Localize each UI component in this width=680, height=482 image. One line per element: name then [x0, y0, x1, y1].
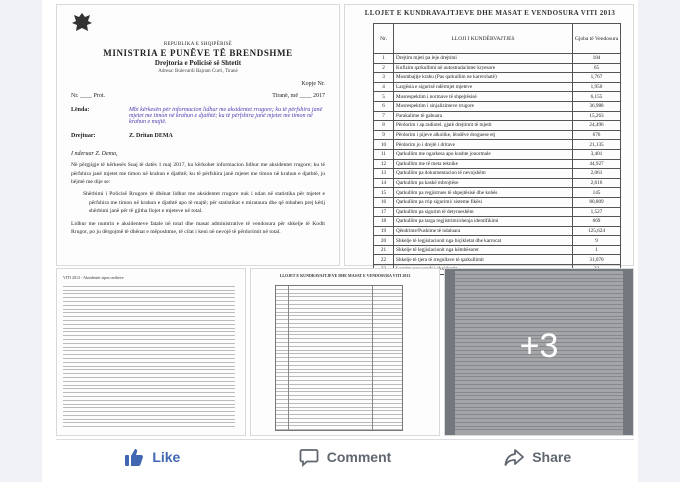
fine-count: 44,927 — [573, 159, 621, 169]
table-row — [374, 236, 621, 246]
row-number: 21 — [374, 245, 394, 255]
row-number: 16 — [374, 197, 394, 207]
table-row — [374, 149, 621, 159]
letter-subject-label: Lënda: — [71, 107, 90, 114]
thumb-title: LLOJET E KUNDRAVAJTJEVE DHE MASAT E VENDOSURA VITI 2013 — [279, 273, 411, 278]
violation-type: Parakalime të gabuara — [394, 111, 573, 121]
fine-count: 676 — [573, 130, 621, 140]
violation-type: Qëndrime/Pushime të ndaluara — [394, 226, 573, 236]
fine-count: 6,155 — [573, 92, 621, 102]
table-row — [374, 217, 621, 227]
fine-count: 1,950 — [573, 82, 621, 92]
fine-count: 80,809 — [573, 197, 621, 207]
table-row — [374, 178, 621, 188]
violation-type: Qarkullim pa dokumentacion të nevojshëm — [394, 169, 573, 179]
letter-ref-row: Nr. ____ Prot. Tiranë, më ____ 2017 — [71, 93, 325, 100]
letter-paragraph: Lidhur me numrin e aksidenteve fatale në total dhe masat administrative të vendosura për shkelje të Kodit Rrugor, po ju dërgojmë të dhënat e mëposhtme, të cilat i keni në nevojë të përdorimit në total. — [71, 220, 325, 235]
like-label: Like — [152, 449, 181, 465]
table-row — [374, 92, 621, 102]
action-bar — [56, 440, 634, 474]
row-number: 17 — [374, 207, 394, 217]
photo-violations-thumbnail[interactable] — [250, 268, 440, 436]
fine-count: 3,401 — [573, 149, 621, 159]
row-number: 7 — [374, 111, 394, 121]
share-label: Share — [532, 449, 572, 465]
violation-type: Largësia e sigurisë ndërmjet mjeteve — [394, 82, 573, 92]
table-row — [374, 245, 621, 255]
comment-button[interactable] — [249, 440, 442, 474]
letter-prot-label: Nr. — [71, 93, 79, 100]
letter-address: Adresa: Bulevardi Bajram Curri, Tiranë — [158, 69, 238, 75]
row-number: 15 — [374, 188, 394, 198]
like-button[interactable] — [56, 440, 249, 474]
row-number: 20 — [374, 236, 394, 246]
table-row — [374, 197, 621, 207]
violation-type: Shkelje të legjislacionit nga këmbësoret — [394, 245, 573, 255]
row-number: 6 — [374, 101, 394, 111]
letter-place-date: Tiranë, më — [272, 93, 298, 100]
share-arrow-icon — [504, 447, 524, 467]
letter-date-year: 2017 — [313, 93, 325, 100]
letter-addressee-label: Drejtuar: — [71, 133, 96, 140]
row-number: 18 — [374, 217, 394, 227]
table-row — [374, 101, 621, 111]
table-row — [374, 111, 621, 121]
thumb-title: VITI 2013 - Aksidentet sipas rretheve — [63, 275, 124, 280]
table-row — [374, 82, 621, 92]
fine-count: 669 — [573, 217, 621, 227]
fine-count: 2,616 — [573, 178, 621, 188]
table-row — [374, 121, 621, 131]
row-number: 5 — [374, 92, 394, 102]
table-row — [374, 130, 621, 140]
letter-document — [57, 5, 339, 265]
violation-type: Kufizim qarkullimi në autostrada/inter kryesore — [394, 63, 573, 73]
row-number: 10 — [374, 140, 394, 150]
violation-type: Përdorim i ap.radiotel. gjatë drejtimit të mjetit — [394, 121, 573, 131]
violation-type: Qarkullim pa sigurim të detyrueshëm — [394, 207, 573, 217]
letter-republic: REPUBLIKA E SHQIPËRISË — [163, 42, 233, 47]
row-number: 11 — [374, 149, 394, 159]
fine-count: 31,070 — [573, 255, 621, 265]
row-number: 12 — [374, 159, 394, 169]
table-row — [374, 63, 621, 73]
fine-count: 1,527 — [573, 207, 621, 217]
fine-count: 36,988 — [573, 101, 621, 111]
photo-violations-table[interactable] — [344, 4, 634, 266]
violation-type: Qarkullim pa regjistrues të shpejtësisë dhe kohës — [394, 188, 573, 198]
table-title: LLOJET E KUNDRAVAJTJEVE DHE MASAT E VENDOSURA VITI 2013 — [364, 9, 616, 17]
violation-type: Drejtim mjeti pa leje drejtimi — [394, 54, 573, 64]
table-row — [374, 188, 621, 198]
fine-count: 15,263 — [573, 111, 621, 121]
thumbs-up-icon — [124, 447, 144, 467]
row-number: 19 — [374, 226, 394, 236]
photo-accidents-by-district[interactable] — [56, 268, 246, 436]
fine-count: 125,624 — [573, 226, 621, 236]
letter-subject-text: Mbi kërkesën për informacion lidhur me aksidentet rrugore; ku të përfshira janë mjetet me timon në krahun e djathtë; ku të përfshira janë mjetet me timon në krahun e majtë. — [129, 107, 323, 126]
table-row — [374, 140, 621, 150]
fine-count: 2,061 — [573, 169, 621, 179]
fine-count: 1,767 — [573, 73, 621, 83]
table-row — [374, 54, 621, 64]
violation-type: Mosmbajtje krahu (Pas qarkullim ne karrexhatë) — [394, 73, 573, 83]
letter-copy-row — [71, 81, 325, 87]
letter-bullet: Shërbimi i Policisë Rrugore të dhënat lidhur me aksidentet rrugore nuk i ndan në statistika për mjetet e përfshira me timon në krahun e djathtë apo të majtë; për statistikat e mirataura dhe që mbahen prej këtij shërbimi janë për të gjitha llojet e mjeteve në total. — [83, 191, 325, 215]
violations-table — [373, 23, 621, 275]
letter-addressee-name: Z. Dritan DEMA — [129, 133, 173, 140]
row-number: 8 — [374, 121, 394, 131]
violation-type: Shkelje të legjislacionit nga biçikletat dhe karrocat — [394, 236, 573, 246]
violation-type: Mosrespektim i normave të shpejtësisë — [394, 92, 573, 102]
letter-subject — [71, 107, 325, 125]
row-number: 14 — [374, 178, 394, 188]
table-row — [374, 207, 621, 217]
fine-count: 184 — [573, 54, 621, 64]
thumb-row — [276, 426, 402, 430]
fine-count: 1 — [573, 245, 621, 255]
letter-directorate: Drejtoria e Policisë së Shtetit — [154, 58, 242, 67]
table-header-type: LLOJI I KUNDËRVAJTJES — [394, 24, 573, 54]
letter-prot-suffix: Prot. — [93, 93, 106, 100]
table-row — [374, 226, 621, 236]
comment-label: Comment — [326, 449, 392, 465]
violation-type: Qarkullim me ngarkesa apo kushte jonormale — [394, 149, 573, 159]
violation-type: Mosrespektim i sinjalizimeve rrugore — [394, 101, 573, 111]
thumb-table — [275, 285, 403, 431]
row-number: 22 — [374, 255, 394, 265]
row-number: 4 — [374, 82, 394, 92]
fine-count: 9 — [573, 236, 621, 246]
violation-type: Qarkullim pa rrip sigurimi/ sisteme fikësi — [394, 197, 573, 207]
eagle-emblem-icon — [71, 11, 93, 35]
row-number: 9 — [374, 130, 394, 140]
table-row — [374, 255, 621, 265]
row-number: 2 — [374, 63, 394, 73]
violation-type: Shkelje të tjera të rregullave të qarkullimit — [394, 255, 573, 265]
letter-ministry: MINISTRIA E PUNËVE TË BRENDSHME — [103, 48, 293, 58]
letter-paragraph: Në përgjigje të kërkesës Suaj të datës 1 maj 2017, ku kërkohet informacion lidhur me aksidentet rrugore; ku të përfshira janë mjetet me timon në krahun e djathtë; ku të përfshira janë mjetet me timon në krahun e djathtë, ju bëjmë me dije se: — [71, 162, 325, 185]
fine-count: 21,135 — [573, 140, 621, 150]
violation-type: Qarkullim me të meta teknike — [394, 159, 573, 169]
fine-count: 24,496 — [573, 121, 621, 131]
fine-count: 65 — [573, 63, 621, 73]
table-header-count: Gjoba të Vendosura — [573, 24, 621, 54]
post-card — [42, 0, 638, 482]
thumb-table — [63, 283, 235, 431]
row-number: 1 — [374, 54, 394, 64]
photo-letter[interactable] — [56, 4, 340, 266]
letter-addressee — [71, 133, 325, 139]
violation-type: Qarkullim pa targa regjistrimi/shenja identifikimi — [394, 217, 573, 227]
row-number: 13 — [374, 169, 394, 179]
comment-bubble-icon — [299, 447, 319, 467]
photo-more-overlay[interactable] — [444, 268, 634, 436]
letter-salutation: I nderuar Z. Dema, — [71, 151, 118, 158]
more-photos-count: +3 — [519, 327, 559, 365]
violation-type: Qarkullim pa kaskë mbrojtëse — [394, 178, 573, 188]
row-number: 3 — [374, 73, 394, 83]
table-header-nr: Nr. — [374, 24, 394, 54]
share-button[interactable] — [441, 440, 634, 474]
letter-copy-label: Kopje Nr. — [301, 81, 325, 88]
table-row — [374, 159, 621, 169]
thumb-row — [63, 423, 235, 427]
table-row — [374, 73, 621, 83]
violation-type: Përdorim jo i drejtë i dritave — [394, 140, 573, 150]
violation-type: Përdorim i pijeve alkolike, lëndëve droguese etj — [394, 130, 573, 140]
table-row — [374, 169, 621, 179]
fine-count: 145 — [573, 188, 621, 198]
